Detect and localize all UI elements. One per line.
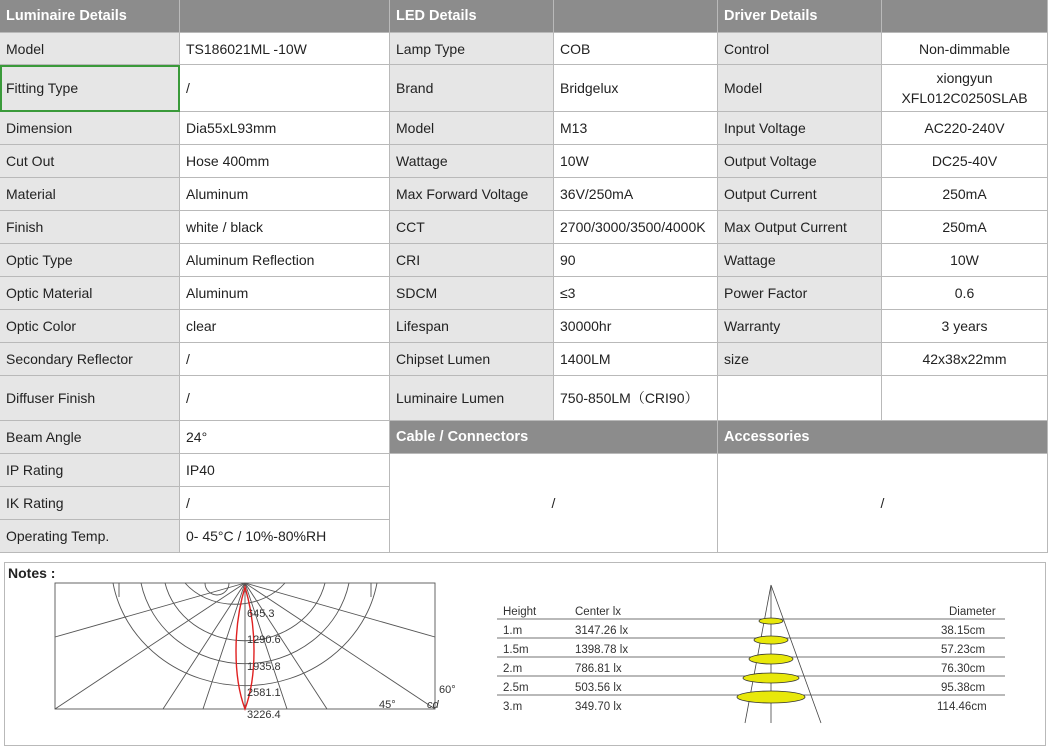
led-value-brand[interactable]: Bridgelux bbox=[554, 65, 718, 112]
driver-value-warranty[interactable]: 3 years bbox=[882, 310, 1048, 343]
led-value-chipset-lumen[interactable]: 1400LM bbox=[554, 343, 718, 376]
luminaire-label-ip-rating[interactable]: IP Rating bbox=[0, 454, 180, 487]
led-label-lifespan[interactable]: Lifespan bbox=[390, 310, 554, 343]
driver-header[interactable]: Driver Details bbox=[718, 0, 882, 33]
driver-label-wattage[interactable]: Wattage bbox=[718, 244, 882, 277]
beam-ellipse-4 bbox=[743, 673, 799, 683]
polar-ring-label-4: 2581.1 bbox=[247, 687, 281, 699]
beam-row-5-center: 349.70 lx bbox=[575, 701, 622, 713]
beam-row-1-diameter: 38.15cm bbox=[941, 625, 986, 637]
led-label-max-forward-voltage[interactable]: Max Forward Voltage bbox=[390, 178, 554, 211]
led-value-cri[interactable]: 90 bbox=[554, 244, 718, 277]
beam-row-4-height: 2.5m bbox=[503, 682, 529, 694]
led-value-model[interactable]: M13 bbox=[554, 112, 718, 145]
driver-model-line1: xiongyun bbox=[936, 70, 993, 86]
luminaire-header[interactable]: Luminaire Details bbox=[0, 0, 180, 33]
beam-ellipse-3 bbox=[749, 654, 793, 664]
led-label-lamp-type[interactable]: Lamp Type bbox=[390, 33, 554, 65]
driver-value-output-voltage[interactable]: DC25-40V bbox=[882, 145, 1048, 178]
led-header[interactable]: LED Details bbox=[390, 0, 554, 33]
luminaire-label-dimension[interactable]: Dimension bbox=[0, 112, 180, 145]
polar-angle-60: 60° bbox=[439, 684, 456, 696]
luminaire-label-cut-out[interactable]: Cut Out bbox=[0, 145, 180, 178]
led-label-model[interactable]: Model bbox=[390, 112, 554, 145]
notes-title: Notes : bbox=[8, 565, 56, 581]
polar-ring-label-3: 1935.8 bbox=[247, 661, 281, 673]
driver-value-wattage[interactable]: 10W bbox=[882, 244, 1048, 277]
notes-box[interactable] bbox=[4, 562, 1046, 746]
beam-row-4-diameter: 95.38cm bbox=[941, 682, 986, 694]
luminaire-value-model[interactable]: TS186021ML -10W bbox=[180, 33, 390, 65]
driver-model-line2: XFL012C0250SLAB bbox=[901, 90, 1028, 106]
polar-ray-left-2 bbox=[55, 583, 245, 709]
beam-row-3-diameter: 76.30cm bbox=[941, 663, 986, 675]
luminaire-label-ik-rating[interactable]: IK Rating bbox=[0, 487, 180, 520]
polar-angle-45: 45° bbox=[379, 699, 396, 711]
luminaire-label-fitting-type[interactable]: Fitting Type bbox=[0, 65, 180, 112]
beam-row-2-height: 1.5m bbox=[503, 644, 529, 656]
led-value-max-forward-voltage[interactable]: 36V/250mA bbox=[554, 178, 718, 211]
polar-unit: cd bbox=[427, 699, 439, 711]
beam-row-5-diameter: 114.46cm bbox=[937, 701, 987, 713]
led-value-lifespan[interactable]: 30000hr bbox=[554, 310, 718, 343]
luminaire-value-dimension[interactable]: Dia55xL93mm bbox=[180, 112, 390, 145]
luminaire-value-ik-rating[interactable]: / bbox=[180, 487, 390, 520]
driver-label-model[interactable]: Model bbox=[718, 65, 882, 112]
accessories-value[interactable]: / bbox=[718, 454, 1048, 553]
luminaire-header-blank[interactable] bbox=[180, 0, 390, 33]
led-label-cri[interactable]: CRI bbox=[390, 244, 554, 277]
luminaire-label-finish[interactable]: Finish bbox=[0, 211, 180, 244]
luminaire-value-cut-out[interactable]: Hose 400mm bbox=[180, 145, 390, 178]
led-value-sdcm[interactable]: ≤3 bbox=[554, 277, 718, 310]
driver-label-warranty[interactable]: Warranty bbox=[718, 310, 882, 343]
led-label-wattage[interactable]: Wattage bbox=[390, 145, 554, 178]
luminaire-value-optic-color[interactable]: clear bbox=[180, 310, 390, 343]
beam-header-height: Height bbox=[503, 606, 537, 618]
driver-label-power-factor[interactable]: Power Factor bbox=[718, 277, 882, 310]
beam-row-5-height: 3.m bbox=[503, 701, 523, 713]
driver-label-output-voltage[interactable]: Output Voltage bbox=[718, 145, 882, 178]
luminaire-label-diffuser-finish[interactable]: Diffuser Finish bbox=[0, 376, 180, 421]
luminaire-label-optic-type[interactable]: Optic Type bbox=[0, 244, 180, 277]
driver-header-blank[interactable] bbox=[882, 0, 1048, 33]
beam-ellipse-1 bbox=[759, 618, 783, 624]
led-label-brand[interactable]: Brand bbox=[390, 65, 554, 112]
driver-value-input-voltage[interactable]: AC220-240V bbox=[882, 112, 1048, 145]
driver-empty-cell-right[interactable] bbox=[882, 376, 1048, 421]
beam-row-4-center: 503.56 lx bbox=[575, 682, 622, 694]
beam-row-3-height: 2.m bbox=[503, 663, 523, 675]
led-value-wattage[interactable]: 10W bbox=[554, 145, 718, 178]
polar-ray-left-3 bbox=[163, 583, 245, 709]
accessories-header[interactable]: Accessories bbox=[718, 421, 1048, 454]
cable-value[interactable]: / bbox=[390, 454, 718, 553]
driver-value-power-factor[interactable]: 0.6 bbox=[882, 277, 1048, 310]
luminaire-value-material[interactable]: Aluminum bbox=[180, 178, 390, 211]
beam-ellipse-2 bbox=[754, 636, 788, 644]
luminaire-label-model[interactable]: Model bbox=[0, 33, 180, 65]
luminaire-label-material[interactable]: Material bbox=[0, 178, 180, 211]
luminaire-label-operating-temp[interactable]: Operating Temp. bbox=[0, 520, 180, 553]
led-value-cct[interactable]: 2700/3000/3500/4000K bbox=[554, 211, 718, 244]
polar-ray-left-1 bbox=[55, 583, 245, 637]
polar-distribution-chart bbox=[53, 577, 473, 727]
driver-label-output-current[interactable]: Output Current bbox=[718, 178, 882, 211]
luminaire-label-optic-color[interactable]: Optic Color bbox=[0, 310, 180, 343]
luminaire-value-fitting-type[interactable]: / bbox=[180, 65, 390, 112]
luminaire-value-operating-temp[interactable]: 0- 45°C / 10%-80%RH bbox=[180, 520, 390, 553]
driver-value-output-current[interactable]: 250mA bbox=[882, 178, 1048, 211]
beam-row-3-center: 786.81 lx bbox=[575, 663, 622, 675]
luminaire-value-optic-type[interactable]: Aluminum Reflection bbox=[180, 244, 390, 277]
led-header-blank[interactable] bbox=[554, 0, 718, 33]
polar-ring-label-5: 3226.4 bbox=[247, 709, 281, 721]
driver-empty-cell-left[interactable] bbox=[718, 376, 882, 421]
driver-label-control[interactable]: Control bbox=[718, 33, 882, 65]
luminaire-value-beam-angle[interactable]: 24° bbox=[180, 421, 390, 454]
beam-header-center: Center lx bbox=[575, 606, 622, 618]
beam-row-1-height: 1.m bbox=[503, 625, 523, 637]
driver-value-max-output-current[interactable]: 250mA bbox=[882, 211, 1048, 244]
driver-label-max-output-current[interactable]: Max Output Current bbox=[718, 211, 882, 244]
driver-label-size[interactable]: size bbox=[718, 343, 882, 376]
luminaire-label-secondary-reflector[interactable]: Secondary Reflector bbox=[0, 343, 180, 376]
driver-value-size[interactable]: 42x38x22mm bbox=[882, 343, 1048, 376]
led-label-sdcm[interactable]: SDCM bbox=[390, 277, 554, 310]
luminaire-value-ip-rating[interactable]: IP40 bbox=[180, 454, 390, 487]
beam-illuminance-chart bbox=[495, 577, 1015, 727]
polar-ring-label-2: 1290.6 bbox=[247, 634, 281, 646]
driver-value-model[interactable] bbox=[882, 65, 1048, 112]
luminaire-value-diffuser-finish[interactable]: / bbox=[180, 376, 390, 421]
led-label-chipset-lumen[interactable]: Chipset Lumen bbox=[390, 343, 554, 376]
driver-value-control[interactable]: Non-dimmable bbox=[882, 33, 1048, 65]
beam-header-diameter: Diameter bbox=[949, 606, 996, 618]
led-label-cct[interactable]: CCT bbox=[390, 211, 554, 244]
led-value-lamp-type[interactable]: COB bbox=[554, 33, 718, 65]
beam-ellipse-5 bbox=[737, 691, 805, 703]
luminaire-value-secondary-reflector[interactable]: / bbox=[180, 343, 390, 376]
luminaire-label-beam-angle[interactable]: Beam Angle bbox=[0, 421, 180, 454]
luminaire-value-optic-material[interactable]: Aluminum bbox=[180, 277, 390, 310]
driver-label-input-voltage[interactable]: Input Voltage bbox=[718, 112, 882, 145]
cable-header[interactable]: Cable / Connectors bbox=[390, 421, 718, 454]
led-label-luminaire-lumen[interactable]: Luminaire Lumen bbox=[390, 376, 554, 421]
beam-row-1-center: 3147.26 lx bbox=[575, 625, 629, 637]
luminaire-value-finish[interactable]: white / black bbox=[180, 211, 390, 244]
polar-ray-left-4 bbox=[203, 583, 245, 709]
polar-ring-label-1: 645.3 bbox=[247, 608, 275, 620]
beam-row-2-diameter: 57.23cm bbox=[941, 644, 986, 656]
beam-row-2-center: 1398.78 lx bbox=[575, 644, 629, 656]
luminaire-label-optic-material[interactable]: Optic Material bbox=[0, 277, 180, 310]
led-value-luminaire-lumen[interactable]: 750-850LM（CRI90） bbox=[554, 376, 718, 421]
